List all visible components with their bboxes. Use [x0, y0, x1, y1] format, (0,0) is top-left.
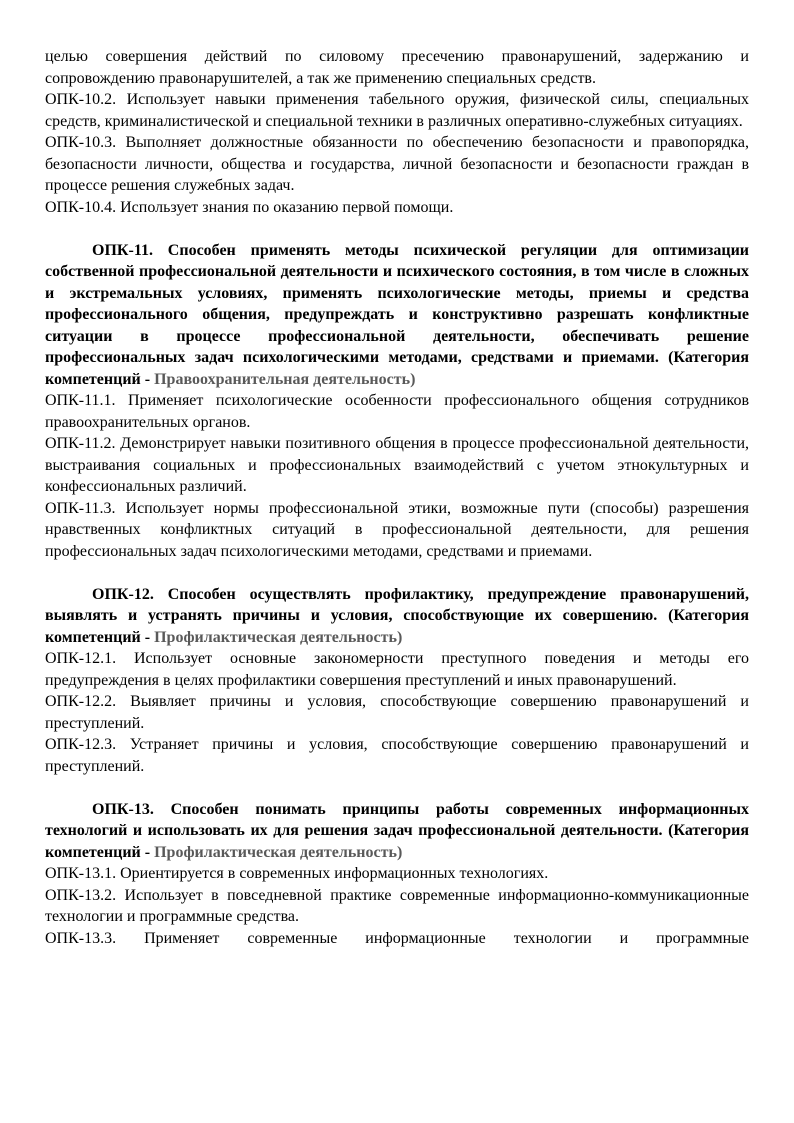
paragraph-opk-12-1: ОПК-12.1. Использует основные закономерности преступного поведения и методы его предупреждения в целях профилактики совершения преступлений и иных правонарушений.: [45, 650, 749, 689]
paragraph-opk-11-2: ОПК-11.2. Демонстрирует навыки позитивного общения в процессе профессиональной деятельности, выстраивания социальных и профессиональных взаимодействий с учетом этнокультурных и конфессиональных различий.: [45, 435, 749, 495]
paragraph-opk-13-3: ОПК-13.3. Применяет современные информационные технологии и программные: [45, 929, 749, 947]
category-label: Профилактическая деятельность): [154, 628, 403, 646]
heading-main-text: ОПК-11. Способен применять методы психической регуляции для оптимизации собственной профессиональной деятельности и психического состояния, в том числе в сложных и экстремальных условиях, применять психологические методы, приемы и средства профессионального общения, предупреждать и конструктивно разрешать конфликтные ситуации в процессе профессиональной деятельности, обеспечивать решение профессиональных задач психологическими методами, средствами и приемами. (Категория компетенций -: [45, 241, 749, 388]
competency-heading-opk-11: [45, 240, 749, 391]
paragraph-opk-11-3: ОПК-11.3. Использует нормы профессиональной этики, возможные пути (способы) разрешения нравственных конфликтных ситуаций в профессиональной деятельности, для решения профессиональных задач психологическими методами, средствами и приемами.: [45, 499, 749, 560]
paragraph-opk-11-1: ОПК-11.1. Применяет психологические особенности профессионального общения сотрудников правоохранительных органов.: [45, 392, 749, 431]
competency-heading-opk-12: [45, 584, 749, 649]
paragraph-continuation: целью совершения действий по силовому пресечению правонарушений, задержанию и сопровождению правонарушителей, а так же применению специальных средств.: [45, 48, 749, 87]
blank-line: [45, 562, 749, 584]
paragraph-opk-13-2: ОПК-13.2. Использует в повседневной практике современные информационно-коммуникационные технологии и программные средства.: [45, 886, 749, 925]
heading-main-text: ОПК-13. Способен понимать принципы работы современных информационных технологий и использовать их для решения задач профессиональной деятельности. (Категория компетенций -: [45, 800, 749, 861]
paragraph-opk-10-2: ОПК-10.2. Использует навыки применения табельного оружия, физической силы, специальных средств, криминалистической и специальной техники в различных оперативно-служебных ситуациях.: [45, 91, 749, 130]
category-label: Правоохранительная деятельность): [154, 370, 416, 388]
blank-line: [45, 218, 749, 240]
competency-heading-opk-13: [45, 799, 749, 864]
paragraph-opk-10-3: ОПК-10.3. Выполняет должностные обязанности по обеспечению безопасности и правопорядка, безопасности личности, общества и государства, личной безопасности и безопасности граждан в процессе решения служебных задач.: [45, 134, 749, 194]
paragraph-opk-10-4: ОПК-10.4. Использует знания по оказанию первой помощи.: [45, 198, 454, 216]
heading-main-text: ОПК-12. Способен осуществлять профилактику, предупреждение правонарушений, выявлять и устранять причины и условия, способствующие их совершению. (Категория компетенций -: [45, 585, 749, 646]
paragraph-opk-12-2: ОПК-12.2. Выявляет причины и условия, способствующие совершению правонарушений и преступлений.: [45, 693, 749, 732]
paragraph-opk-13-1: ОПК-13.1. Ориентируется в современных информационных технологиях.: [45, 865, 549, 882]
category-label: Профилактическая деятельность): [154, 843, 403, 861]
blank-line: [45, 777, 749, 799]
paragraph-opk-12-3: ОПК-12.3. Устраняет причины и условия, способствующие совершению правонарушений и преступлений.: [45, 736, 749, 775]
